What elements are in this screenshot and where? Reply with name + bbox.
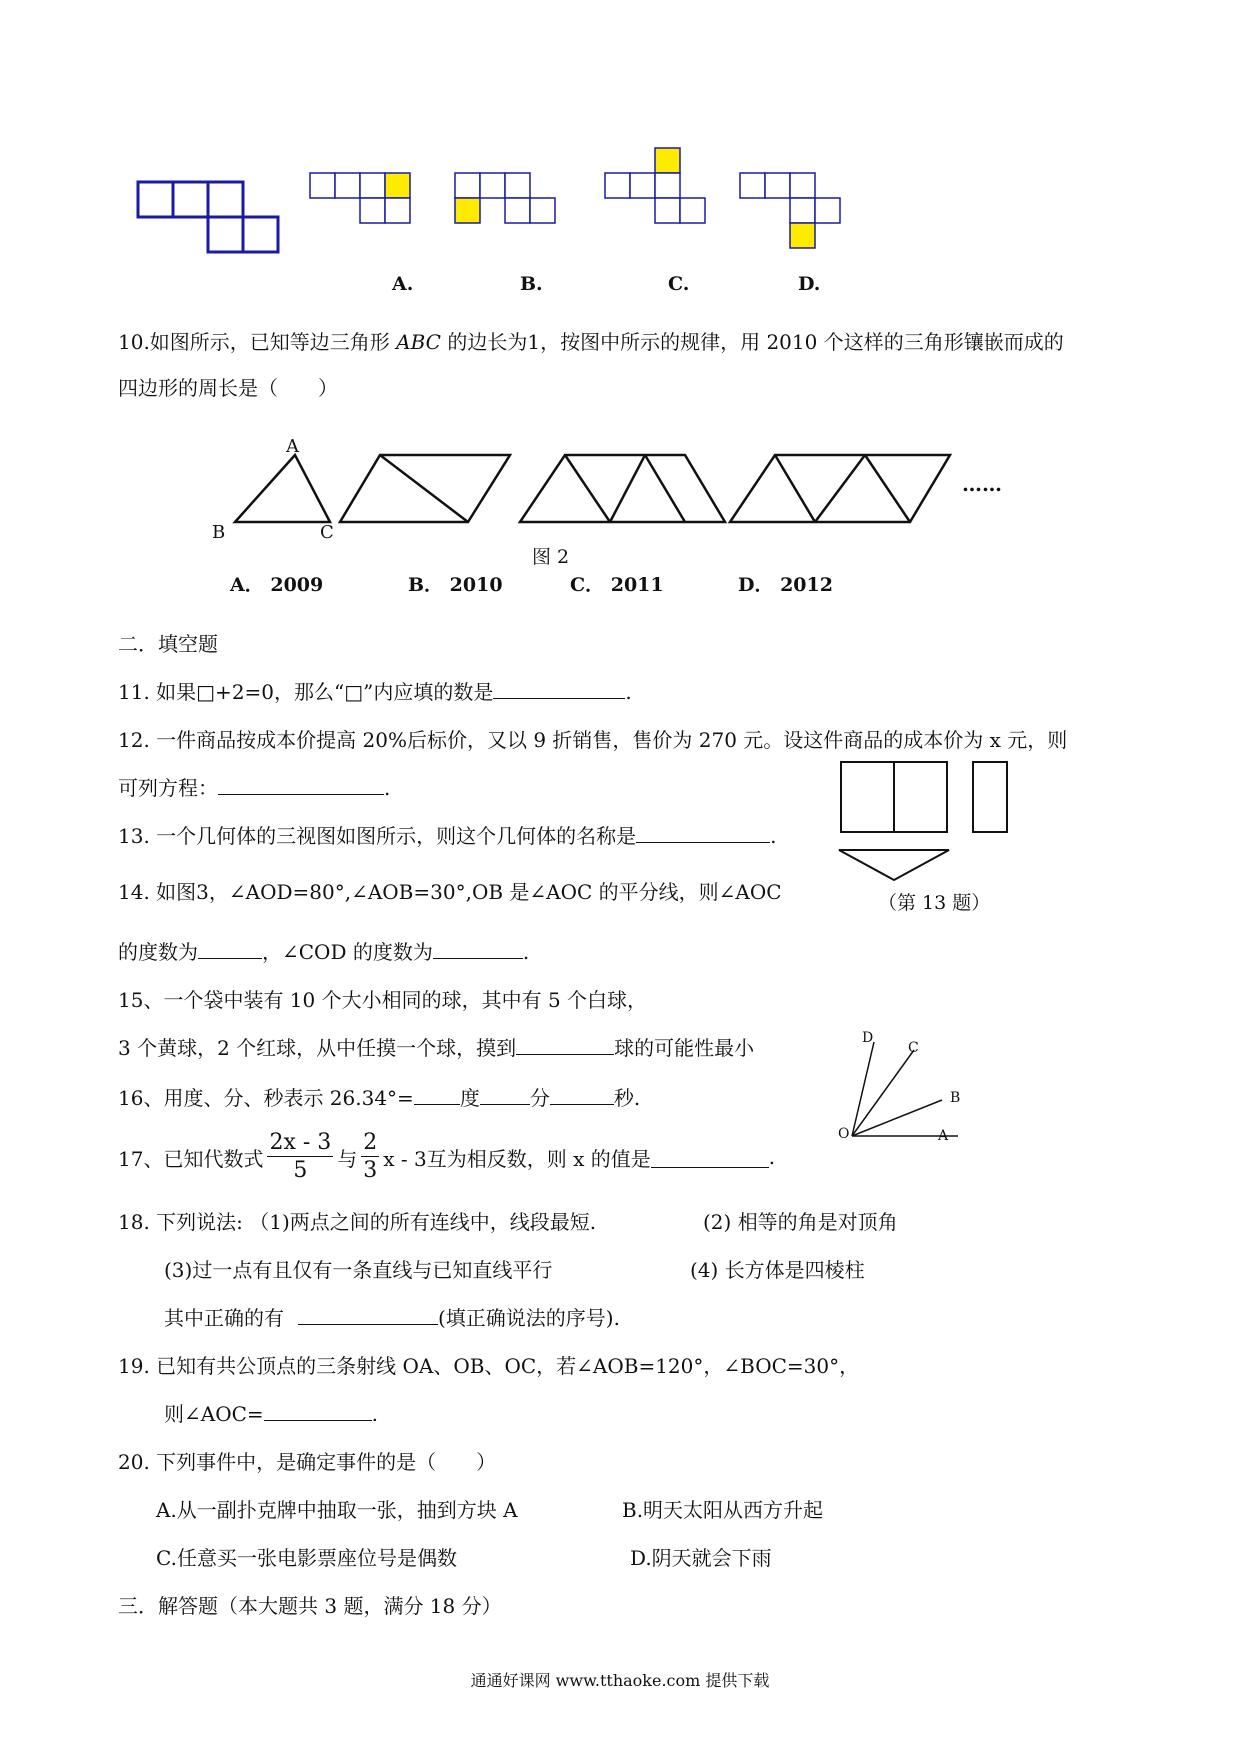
q15-blank[interactable] [516, 1034, 614, 1055]
q16 [118, 1082, 640, 1111]
q17-end: . [768, 1145, 776, 1169]
q17-blank[interactable] [651, 1147, 769, 1168]
q14-line1: 14. 如图3，∠AOD=80°,∠AOB=30°,OB 是∠AOC 的平分线，则∠AOC [118, 880, 782, 904]
q11-text: 11. 如果□+2=0，那么“□”内应填的数是 [118, 680, 494, 704]
q20-option-c: C.任意买一张电影票座位号是偶数 [156, 1546, 457, 1570]
q19-line1: 19. 已知有共公顶点的三条射线 OA、OB、OC，若∠AOB=120°，∠BOC=30°， [118, 1354, 860, 1378]
q11 [118, 676, 632, 705]
section-2-heading: 二．填空题 [118, 632, 218, 656]
angle-label-b: B [950, 1090, 961, 1106]
q16-text-b: 度 [459, 1086, 480, 1110]
q14-text-b: ，∠COD 的度数为 [262, 940, 433, 964]
cube-net-figures [120, 140, 860, 300]
q20-option-a: A.从一副扑克牌中抽取一张，抽到方块 A [156, 1498, 518, 1522]
fraction-2 [361, 1132, 379, 1182]
fraction-2-num: 2 [363, 1130, 378, 1155]
q17-text-c: x - 3互为相反数，则 x 的值是 [383, 1146, 651, 1171]
q10-text-b: 的边长为1，按图中所示的规律，用 2010 个这样的三角形镶嵌而成的 [441, 330, 1064, 354]
angle-label-o: O [838, 1126, 850, 1142]
q12-end: . [384, 776, 391, 800]
q16-blank-2[interactable] [480, 1084, 530, 1105]
q19-text: 则∠AOC= [164, 1402, 264, 1426]
label-b: B [212, 522, 226, 543]
angle-label-a: A [938, 1128, 949, 1144]
q9-option-a: A. [392, 273, 414, 295]
q18-text-5: 其中正确的有 [164, 1306, 284, 1330]
q19-end: . [371, 1402, 379, 1426]
q15-text-a: 3 个黄球，2 个红球，从中任摸一个球，摸到 [118, 1036, 517, 1060]
q18-line3 [164, 1302, 620, 1331]
ellipsis: …… [962, 472, 1002, 496]
q13 [118, 820, 777, 849]
q20-stem: 20. 下列事件中，是确定事件的是（ ） [118, 1450, 497, 1474]
q18-text-2: (2) 相等的角是对顶角 [703, 1210, 898, 1234]
q16-text-d: 秒. [613, 1086, 641, 1110]
q19-blank[interactable] [264, 1400, 372, 1421]
q10-option-b: B． 2010 [408, 574, 503, 596]
fraction-2-den: 3 [363, 1158, 378, 1183]
net-option-b [455, 173, 555, 223]
q12-line1: 12. 一件商品按成本价提高 20%后标价，又以 9 折销售，售价为 270 元。设这件商品的成本价为 x 元，则 [118, 728, 1068, 752]
q16-blank-1[interactable] [414, 1084, 460, 1105]
footer-text: 通通好课网 www.tthaoke.com 提供下载 [470, 1671, 770, 1690]
q15-line2 [118, 1032, 754, 1061]
angle-label-c: C [908, 1040, 919, 1056]
original-net [138, 182, 278, 252]
q13-text: 13. 一个几何体的三视图如图所示，则这个几何体的名称是 [118, 824, 637, 848]
q18-text-3: (3)过一点有且仅有一条直线与已知直线平行 [164, 1258, 553, 1282]
fraction-1 [267, 1132, 333, 1182]
net-option-d [740, 173, 840, 248]
q15-text-b: 球的可能性最小 [614, 1036, 755, 1060]
q14-text-a: 的度数为 [118, 940, 198, 964]
q17-text-b: 与 [337, 1146, 358, 1171]
q13-caption: （第 13 题） [878, 892, 991, 914]
q14-blank-1[interactable] [198, 938, 262, 959]
q10-option-d: D． 2012 [738, 574, 833, 596]
three-views-figure [835, 760, 1015, 890]
q12-blank[interactable] [218, 774, 384, 795]
q10-option-a: A． 2009 [230, 574, 324, 596]
q9-option-d: D. [798, 273, 821, 295]
q10-option-c: C． 2011 [570, 574, 664, 596]
q9-option-b: B. [520, 273, 543, 295]
q12-line2 [118, 772, 390, 801]
label-c: C [320, 522, 334, 543]
q11-end: . [625, 680, 632, 704]
section-3-heading: 三．解答题（本大题共 3 题，满分 18 分） [118, 1594, 502, 1618]
q13-blank[interactable] [636, 822, 770, 843]
q18-line1 [118, 1206, 596, 1235]
q19-line2 [164, 1398, 378, 1427]
q10-line2: 四边形的周长是（ ） [118, 376, 338, 400]
fraction-1-den: 5 [293, 1158, 308, 1183]
q16-text-c: 分 [529, 1086, 550, 1110]
q18-text-4: (4) 长方体是四棱柱 [690, 1258, 865, 1282]
q20-option-d: D.阴天就会下雨 [630, 1546, 772, 1570]
label-a: A [286, 436, 299, 457]
fraction-1-num: 2x - 3 [269, 1130, 332, 1155]
q14-line2 [118, 936, 529, 965]
q13-end: . [770, 824, 777, 848]
q17-text-a: 17、已知代数式 [118, 1146, 264, 1171]
q17 [118, 1126, 775, 1188]
net-option-c [605, 148, 705, 223]
q14-blank-2[interactable] [433, 938, 523, 959]
q14-end: . [522, 940, 530, 964]
figure-caption: 图 2 [532, 546, 570, 568]
net-option-a [310, 173, 410, 223]
q12-text: 可列方程： [118, 776, 218, 800]
q20-option-b: B.明天太阳从西方升起 [622, 1498, 824, 1522]
q16-text-a: 16、用度、分、秒表示 26.34°= [118, 1086, 414, 1110]
q10-line1 [118, 326, 1064, 355]
q11-blank[interactable] [493, 678, 625, 699]
q18-text-6: (填正确说法的序号). [438, 1306, 620, 1330]
q18-text-1: 18. 下列说法: （1)两点之间的所有连线中，线段最短. [118, 1210, 597, 1234]
q16-blank-3[interactable] [550, 1084, 614, 1105]
q15-line1: 15、一个袋中装有 10 个大小相同的球，其中有 5 个白球， [118, 988, 648, 1012]
angle-label-d: D [862, 1030, 874, 1046]
q9-option-c: C. [668, 273, 690, 295]
q10-text-a: 10.如图所示，已知等边三角形 [118, 330, 397, 354]
q10-abc: ABC [396, 330, 441, 354]
q18-blank[interactable] [298, 1304, 438, 1325]
